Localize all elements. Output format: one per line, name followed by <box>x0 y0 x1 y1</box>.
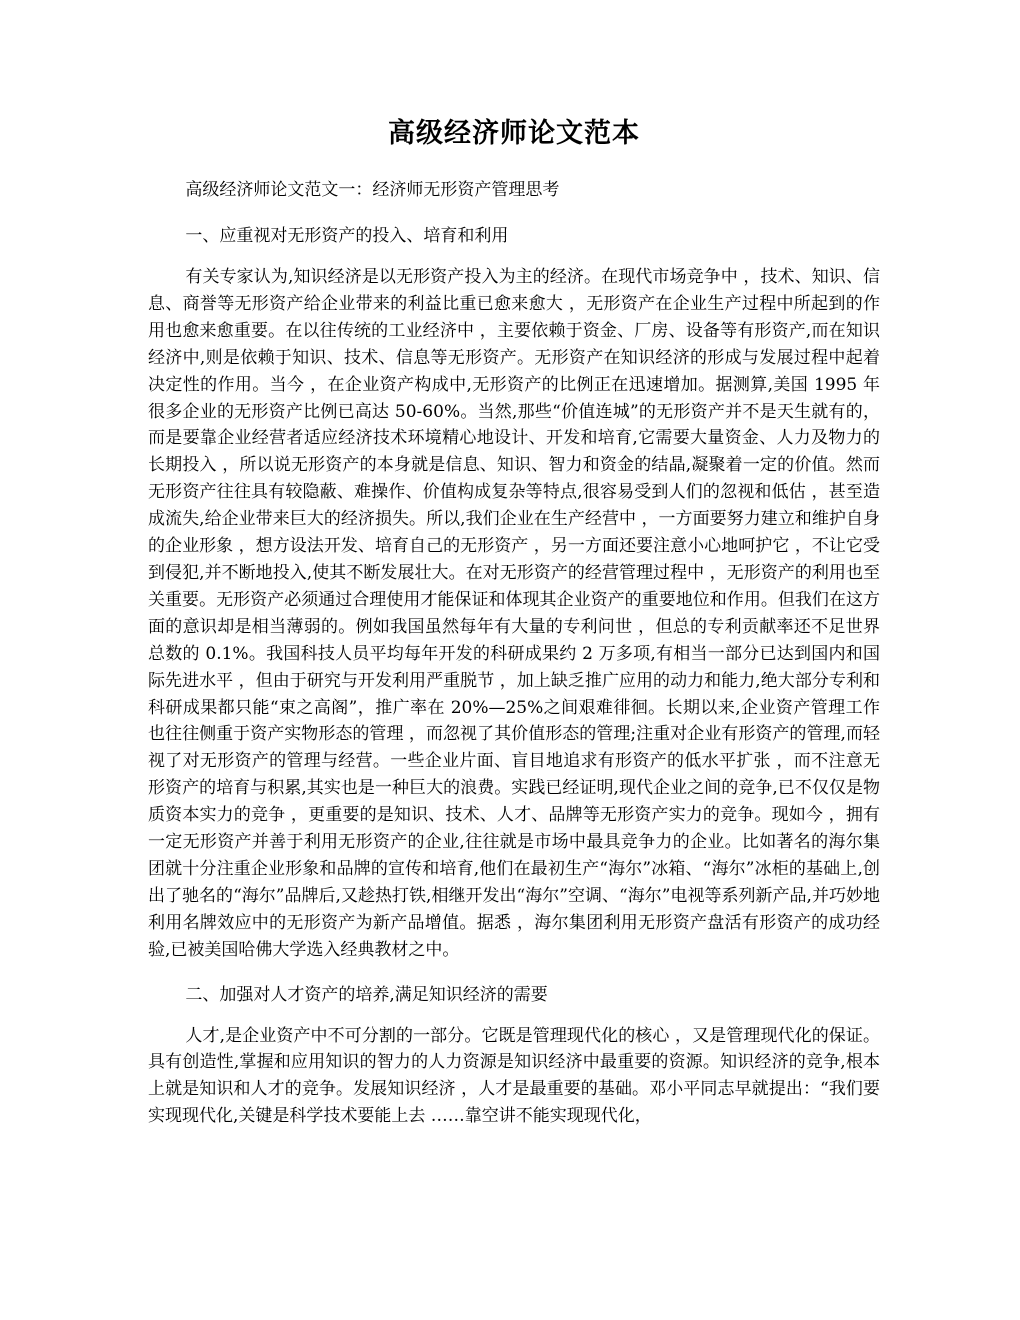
section-talent-assets <box>148 982 880 1131</box>
section-1-paragraph: 有关专家认为,知识经济是以无形资产投入为主的经济。在现代市场竞争中 ，技术、知识、信息、商誉等无形资产给企业带来的利益比重已愈来愈大 ，无形资产在企业生产过程中所起到的作用也愈来愈重要。在以往传统的工业经济中 ，主要依赖于资金、厂房、设备等有形资产,而在知识经济中,则是依赖于知识、技术、信息等无形资产。无形资产在知识经济的形成与发展过程中起着决定性的作用。当今 ，在企业资产构成中,无形资产的比例正在迅速增加。据测算,美国 1995 年很多企业的无形资产比例已高达 50-60%。当然,那些“价值连城”的无形资产并不是天生就有的，而是要靠企业经营者适应经济技术环境精心地设计、开发和培育,它需要大量资金、人力及物力的长期投入 ，所以说无形资产的本身就是信息、知识、智力和资金的结晶,凝聚着一定的价值。然而无形资产往往具有较隐蔽、难操作、价值构成复杂等特点,很容易受到人们的忽视和低估 ，甚至造成流失,给企业带来巨大的经济损失。所以,我们企业在生产经营中 ，一方面要努力建立和维护自身的企业形象 ，想方设法开发、培育自己的无形资产 ，另一方面还要注意小心地呵护它 ，不让它受到侵犯,并不断地投入,使其不断发展壮大。在对无形资产的经营管理过程中 ，无形资产的利用也至关重要。无形资产必须通过合理使用才能保证和体现其企业资产的重要地位和作用。但我们在这方面的意识却是相当薄弱的。例如我国虽然每年有大量的专利问世 ，但总的专利贡献率还不足世界总数的 0.1%。我国科技人员平均每年开发的科研成果约 2 万多项,有相当一部分已达到国内和国际先进水平 ，但由于研究与开发利用严重脱节 ，加上缺乏推广应用的动力和能力,绝大部分专利和科研成果都只能“束之高阁”，推广率在 20%—25%之间艰难徘徊。长期以来,企业资产管理工作也往往侧重于资产实物形态的管理 ，而忽视了其价值形态的管理;注重对企业有形资产的管理,而轻视了对无形资产的管理与经营。一些企业片面、盲目地追求有形资产的低水平扩张 ，而不注意无形资产的培育与积累,其实也是一种巨大的浪费。实践已经证明,现代企业之间的竞争,已不仅仅是物质资本实力的竞争 ，更重要的是知识、技术、人才、品牌等无形资产实力的竞争。现如今 ，拥有一定无形资产并善于利用无形资产的企业,往往就是市场中最具竞争力的企业。比如著名的海尔集团就十分注重企业形象和品牌的宣传和培育,他们在最初生产“海尔”冰箱、“海尔”冰柜的基础上,创出了驰名的“海尔”品牌后,又趁热打铁,相继开发出“海尔”空调、“海尔”电视等系列新产品,并巧妙地利用名牌效应中的无形资产为新产品增值。据悉 ，海尔集团利用无形资产盘活有形资产的成功经验,已被美国哈佛大学选入经典教材之中。 <box>148 267 880 960</box>
intro-line: 高级经济师论文范文一：经济师无形资产管理思考 <box>185 180 560 200</box>
section-intangible-assets <box>148 223 880 964</box>
document-title: 高级经济师论文范本 <box>388 118 640 149</box>
section-2-heading: 二、加强对人才资产的培养,满足知识经济的需要 <box>185 984 548 1005</box>
section-2-paragraph: 人才,是企业资产中不可分割的一部分。它既是管理现代化的核心 ，又是管理现代化的保证。具有创造性,掌握和应用知识的智力的人力资源是知识经济中最重要的资源。知识经济的竞争,根本上就是知识和人才的竞争。发展知识经济 ，人才是最重要的基础。邓小平同志早就提出：“我们要实现现代化,关键是科学技术要能上去 ……靠空讲不能实现现代化， <box>148 1025 880 1127</box>
section-1-heading: 一、应重视对无形资产的投入、培育和利用 <box>185 226 509 246</box>
